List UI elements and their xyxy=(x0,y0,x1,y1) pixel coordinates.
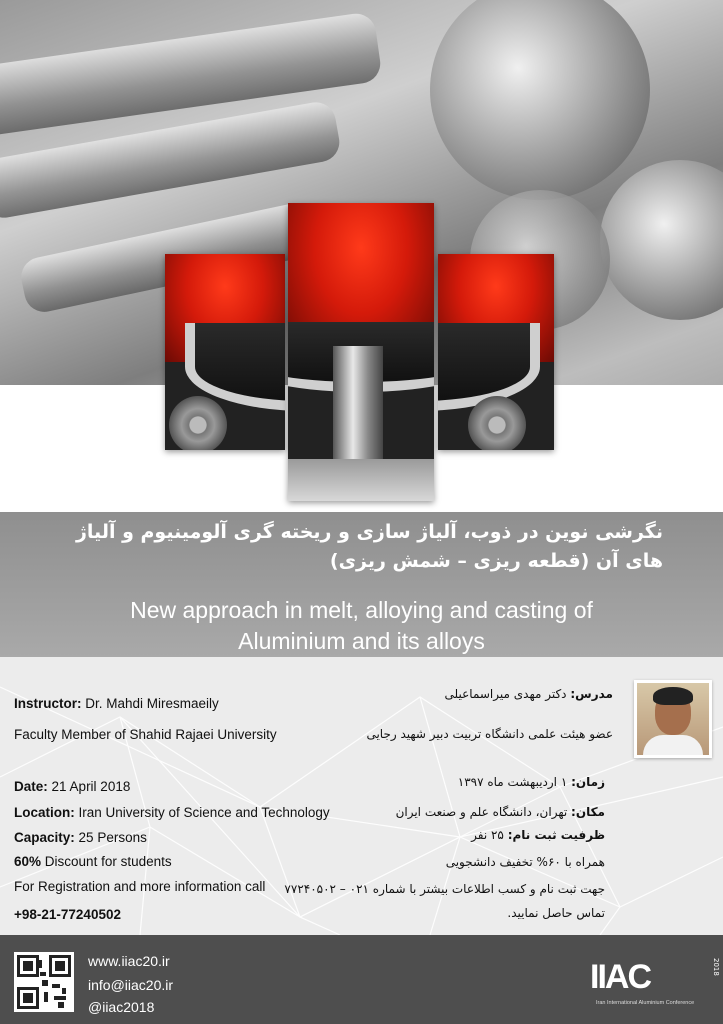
casting-image-right xyxy=(438,254,554,450)
affiliation-fa: عضو هیئت علمی دانشگاه تربیت دبیر شهید رجایی xyxy=(366,727,613,741)
capacity-en: Capacity: 25 Persons xyxy=(14,830,147,845)
affiliation-en: Faculty Member of Shahid Rajaei University xyxy=(14,727,277,742)
casting-image-left xyxy=(165,254,285,450)
qr-code-icon[interactable] xyxy=(14,952,74,1012)
location-fa: مکان: تهران، دانشگاه علم و صنعت ایران xyxy=(395,805,605,819)
date-fa: زمان: ۱ اردیبهشت ماه ۱۳۹۷ xyxy=(457,775,605,789)
instructor-photo xyxy=(634,680,712,758)
instructor-line-en: Instructor: Dr. Mahdi Miresmaeily xyxy=(14,696,219,711)
logo-subtitle: Iran International Aluminium Conference xyxy=(596,1000,695,1006)
email-link[interactable]: info@iiac20.ir xyxy=(88,977,174,993)
persian-title: نگرشی نوین در ذوب، آلیاژ سازی و ریخته گری آلومینیوم و آلیاژ های آن (قطعه ریزی – شمش ریزی) xyxy=(75,521,663,572)
iiac-logo: IIAC xyxy=(590,958,650,996)
instructor-line-fa: مدرس: دکتر مهدی میراسماعیلی xyxy=(444,687,613,701)
website-link[interactable]: www.iiac20.ir xyxy=(88,953,170,969)
english-title: New approach in melt, alloying and casting of Aluminium and its alloys xyxy=(130,597,593,654)
casting-image-center xyxy=(288,203,434,501)
registration-fa: جهت ثبت نام و کسب اطلاعات بیشتر با شماره ۰۲۱ – ۷۷۲۴۰۵۰۲ xyxy=(284,882,605,896)
registration-en: For Registration and more information call xyxy=(14,879,266,894)
discount-fa: همراه با ۶۰% تخفیف دانشجویی xyxy=(445,855,605,869)
phone-en: +98-21-77240502 xyxy=(14,907,121,922)
logo-year: 2018 xyxy=(712,958,720,976)
discount-en: 60% Discount for students xyxy=(14,854,172,869)
social-handle[interactable]: @iiac2018 xyxy=(88,999,155,1015)
capacity-fa: ظرفیت ثبت نام: ۲۵ نفر xyxy=(471,828,605,842)
location-en: Location: Iran University of Science and Technology xyxy=(14,805,330,820)
date-en: Date: 21 April 2018 xyxy=(14,779,131,794)
registration-fa-2: تماس حاصل نمایید. xyxy=(507,906,605,920)
